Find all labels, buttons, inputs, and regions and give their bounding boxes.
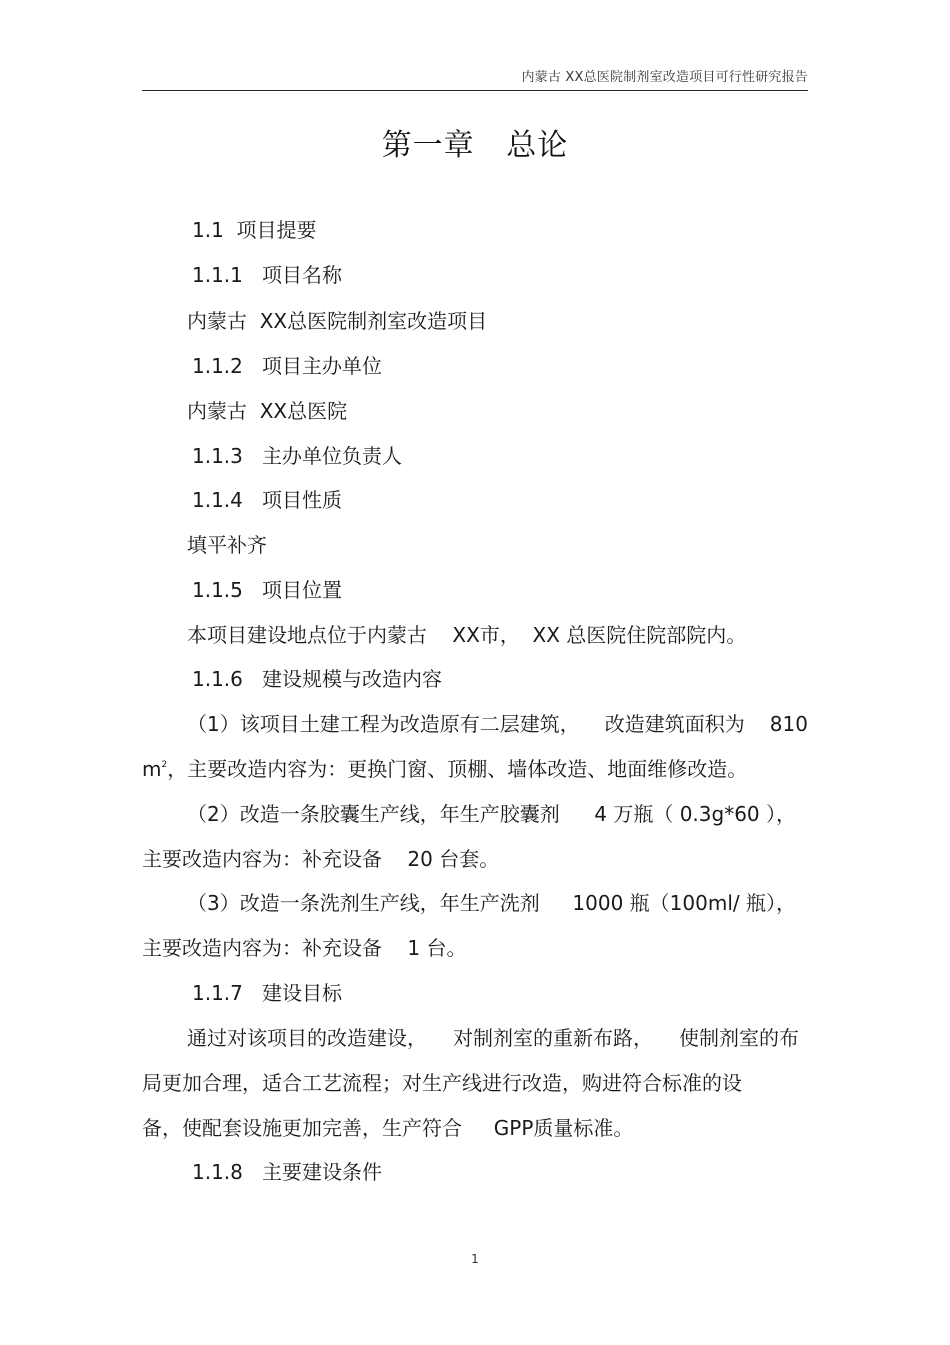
header-rule bbox=[142, 90, 808, 91]
subsection-heading-1-1-2: 1.1.2 项目主办单位 bbox=[192, 354, 382, 378]
area-unit: m bbox=[142, 757, 162, 781]
scale-item-3-part-a: （3）改造一条洗剂生产线，年生产洗剂 bbox=[187, 891, 540, 915]
scale-item-2-line-1 bbox=[187, 800, 796, 828]
subsection-heading-1-1-3: 1.1.3 主办单位负责人 bbox=[192, 444, 402, 468]
subsection-heading-1-1-7: 1.1.7 建设目标 bbox=[192, 981, 342, 1005]
project-location-text: 本项目建设地点位于内蒙古 XX市， XX 总医院住院部院内。 bbox=[187, 623, 747, 647]
subsection-heading-1-1-8: 1.1.8 主要建设条件 bbox=[192, 1160, 382, 1184]
scale-item-2-part-a: （2）改造一条胶囊生产线，年生产胶囊剂 bbox=[187, 802, 560, 826]
section-heading-1-1: 1.1 项目提要 bbox=[192, 218, 317, 242]
subsection-heading-1-1-4: 1.1.4 项目性质 bbox=[192, 488, 342, 512]
scale-item-1-part-b: 改造建筑面积为 bbox=[604, 712, 745, 736]
scale-item-2-line-2: 主要改造内容为：补充设备 20 台套。 bbox=[142, 847, 500, 871]
running-header: 内蒙古 XX总医院制剂室改造项目可行性研究报告 bbox=[521, 70, 808, 85]
project-org-text: 内蒙古 XX总医院 bbox=[187, 399, 348, 423]
goal-line-2: 局更加合理，适合工艺流程；对生产线进行改造，购进符合标准的设 bbox=[142, 1071, 742, 1095]
page-number: 1 bbox=[471, 1252, 479, 1266]
scale-item-1-area: 810 bbox=[769, 712, 808, 736]
scale-item-3-line-2: 主要改造内容为：补充设备 1 台。 bbox=[142, 936, 467, 960]
goal-line-1-part-c: 使制剂室的布 bbox=[679, 1026, 799, 1050]
subsection-heading-1-1-1: 1.1.1 项目名称 bbox=[192, 263, 342, 287]
scale-item-3-part-b: 1000 瓶（100ml/ 瓶）， bbox=[572, 891, 796, 915]
scale-item-1-line-1 bbox=[187, 710, 808, 738]
scale-item-1-line-2 bbox=[142, 755, 747, 788]
goal-line-3: 备，使配套设施更加完善，生产符合 GPP质量标准。 bbox=[142, 1116, 634, 1140]
scale-item-1-rest: ，主要改造内容为：更换门窗、顶棚、墙体改造、地面维修改造。 bbox=[167, 757, 748, 781]
chapter-title: 第一章 总论 bbox=[381, 128, 569, 163]
area-unit-superscript: 2 bbox=[161, 760, 168, 770]
goal-line-1-part-b: 对制剂室的重新布路， bbox=[453, 1026, 653, 1050]
project-nature-text: 填平补齐 bbox=[187, 533, 267, 557]
goal-line-1 bbox=[187, 1024, 799, 1052]
goal-line-1-part-a: 通过对该项目的改造建设， bbox=[187, 1026, 427, 1050]
subsection-heading-1-1-5: 1.1.5 项目位置 bbox=[192, 578, 342, 602]
scale-item-2-part-b: 4 万瓶（ 0.3g*60 ）， bbox=[594, 802, 796, 826]
subsection-heading-1-1-6: 1.1.6 建设规模与改造内容 bbox=[192, 667, 442, 691]
project-name-text: 内蒙古 XX总医院制剂室改造项目 bbox=[187, 309, 488, 333]
scale-item-3-line-1 bbox=[187, 889, 796, 917]
scale-item-1-part-a: （1）该项目土建工程为改造原有二层建筑， bbox=[187, 712, 580, 736]
